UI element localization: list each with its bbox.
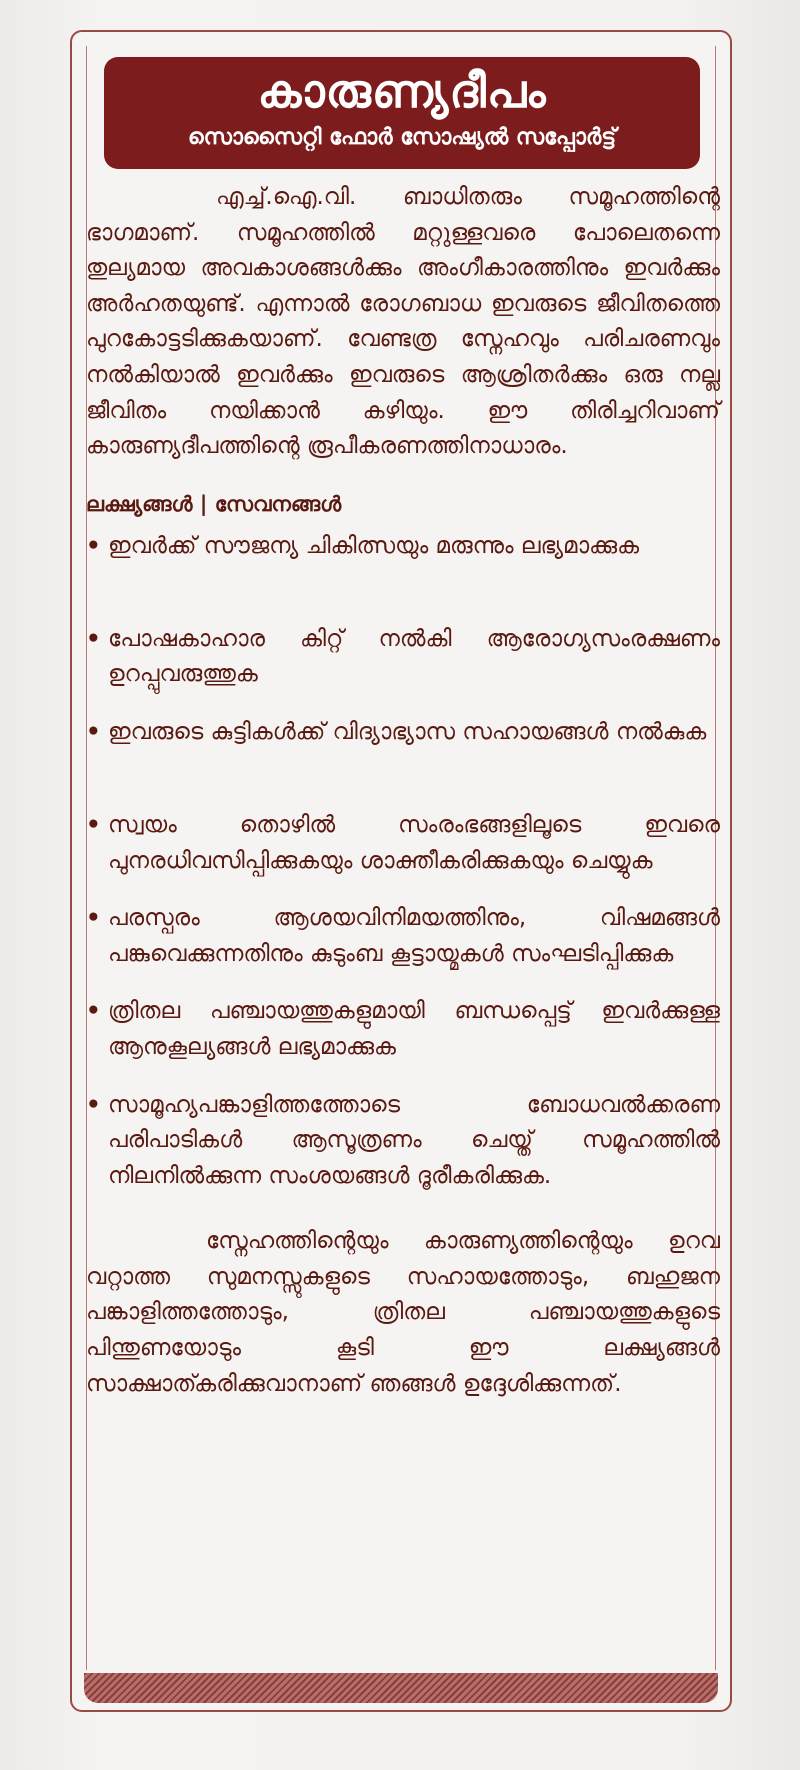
goal-item-4 (86, 808, 720, 879)
goals-list (86, 529, 720, 1195)
intro-paragraph: എച്ച്.ഐ.വി. ബാധിതരും സമൂഹത്തിന്റെ ഭാഗമാണ്. സമൂഹത്തിൽ മറ്റുള്ളവരെ പോലെതന്നെ തുല്യമായ അവകാശങ്ങൾക്കും അംഗീകാരത്തിനും ഇവർക്കും അർഹതയുണ്ട്. എന്നാൽ രോഗബാധ ഇവരുടെ ജീവിതത്തെ പുറകോട്ടടിക്കുകയാണ്. വേണ്ടത്ര സ്നേഹവും പരിചരണവും നൽകിയാൽ ഇവർക്കും ഇവരുടെ ആശ്രിതർക്കും ഒരു നല്ല ജീവിതം നയിക്കാൻ കഴിയും. ഈ തിരിച്ചറിവാണ് കാരുണ്യദീപത്തിന്റെ രൂപീകരണത്തിനാധാരം. (86, 184, 720, 460)
main-content (86, 180, 720, 1402)
bullet-icon: • (86, 1091, 101, 1118)
goals-heading: ലക്ഷ്യങ്ങൾ | സേവനങ്ങൾ (86, 491, 342, 516)
goal-item-5 (86, 901, 720, 972)
closing-paragraph: സ്നേഹത്തിന്റെയും കാരുണ്യത്തിന്റെയും ഉറവ വറ്റാത്ത സുമനസ്സുകളുടെ സഹായത്തോടും, ബഹുജന പങ്കാളിത്തത്തോടും, ത്രിതല പഞ്ചായത്തുകളുടെ പിന്തുണയോടും കൂടി ഈ ലക്ഷ്യങ്ങൾ സാക്ഷാത്കരിക്കുവാനാണ് ഞങ്ങൾ ഉദ്ദേശിക്കുന്നത്. (86, 1228, 720, 1397)
goal-item-1 (86, 529, 720, 600)
goal-text: സാമൂഹ്യപങ്കാളിത്തത്തോടെ ബോധവൽക്കരണ പരിപാടികൾ ആസൂത്രണം ചെയ്ത് സമൂഹത്തിൽ നിലനിൽക്കുന്ന സംശയങ്ങൾ ദൂരീകരിക്കുക. (108, 1091, 720, 1189)
goal-item-6 (86, 994, 720, 1065)
title-banner (104, 57, 700, 169)
bullet-icon: • (86, 998, 101, 1025)
page-subtitle: സൊസൈറ്റി ഫോർ സോഷ്യൽ സപ്പോർട്ട് (187, 125, 617, 150)
page-title: കാരുണ്യദീപം (257, 64, 547, 118)
goal-text: ഇവരുടെ കുട്ടികൾക്ക് വിദ്യാഭ്യാസ സഹായങ്ങൾ നൽകുക (108, 718, 707, 745)
goal-text: പരസ്പരം ആശയവിനിമയത്തിനും, വിഷമങ്ങൾ പങ്കുവെക്കുന്നതിനും കുടുംബ കൂട്ടായ്മകൾ സംഘടിപ്പിക്കുക (108, 905, 720, 967)
goal-item-3 (86, 715, 720, 786)
goal-item-2 (86, 622, 720, 693)
goal-item-7 (86, 1088, 720, 1195)
goal-text: സ്വയം തൊഴിൽ സംരംഭങ്ങളിലൂടെ ഇവരെ പുനരധിവസിപ്പിക്കുകയും ശാക്തീകരിക്കുകയും ചെയ്യുക (108, 811, 720, 874)
goal-text: ത്രിതല പഞ്ചായത്തുകളുമായി ബന്ധപ്പെട്ട് ഇവർക്കുള്ള ആനുകൂല്യങ്ങൾ ലഭ്യമാക്കുക (108, 998, 720, 1060)
goal-text: ഇവർക്ക് സൗജന്യ ചികിത്സയും മരുന്നും ലഭ്യമാക്കുക (108, 532, 640, 559)
bullet-icon: • (86, 532, 101, 559)
bullet-icon: • (86, 811, 101, 838)
goal-text: പോഷകാഹാര കിറ്റ് നൽകി ആരോഗ്യസംരക്ഷണം ഉറപ്പുവരുത്തുക (108, 625, 720, 688)
decorative-bottom-bar (84, 1673, 718, 1703)
bullet-icon: • (86, 718, 101, 745)
bullet-icon: • (86, 625, 101, 652)
bullet-icon: • (86, 905, 101, 932)
